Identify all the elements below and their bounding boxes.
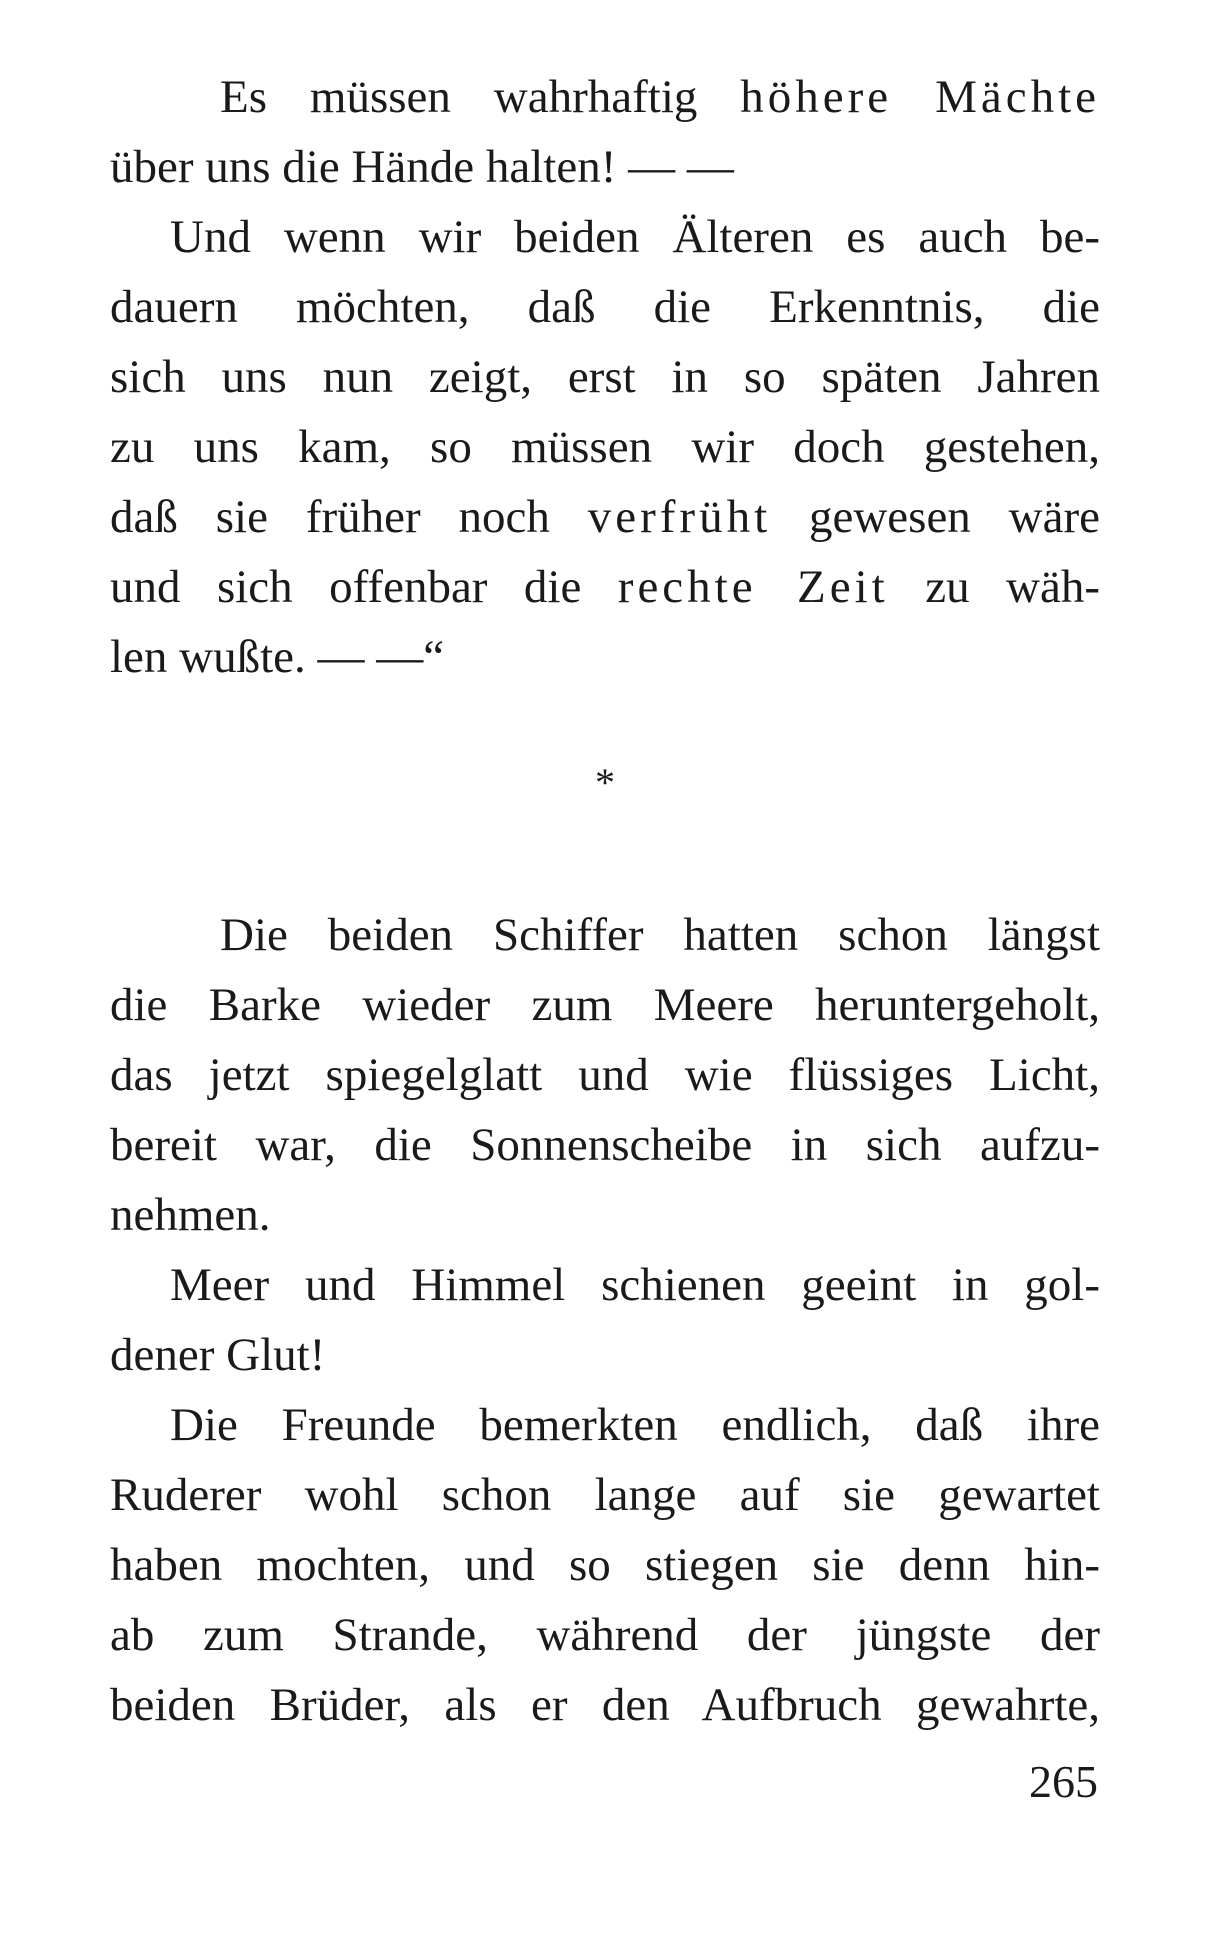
- text-line: [110, 1110, 1100, 1180]
- text-line: [110, 1600, 1100, 1670]
- text-line: [110, 132, 1100, 202]
- text-run: Es müssen wahrhaftig: [220, 71, 741, 123]
- text-line: [110, 62, 1100, 132]
- text-line: [110, 342, 1100, 412]
- text-run: und sich offenbar die: [110, 561, 618, 613]
- text-run: beiden Brüder, als er den Aufbruch gewahrte,: [110, 1679, 1100, 1731]
- text-run: dauern möchten, daß die Erkenntnis, die: [110, 281, 1100, 333]
- spaced-emphasis: Mächte: [935, 71, 1100, 123]
- text-line: [110, 552, 1100, 622]
- text-line: [110, 1460, 1100, 1530]
- text-run: Meer und Himmel schienen geeint in gol-: [170, 1259, 1100, 1311]
- page-body: [110, 62, 1100, 1740]
- text-run: nehmen.: [110, 1189, 271, 1241]
- text-run: sich uns nun zeigt, erst in so späten Jahren: [110, 351, 1100, 403]
- text-run: Die Freunde bemerkten endlich, daß ihre: [170, 1399, 1100, 1451]
- text-run: ab zum Strande, während der jüngste der: [110, 1609, 1100, 1661]
- text-line: [110, 482, 1100, 552]
- text-line: [110, 1530, 1100, 1600]
- text-run: die Barke wieder zum Meere heruntergeholt,: [110, 979, 1100, 1031]
- text-run: über uns die Hände halten! — —: [110, 141, 734, 193]
- text-run: len wußte. — —“: [110, 631, 445, 683]
- text-run: Ruderer wohl schon lange auf sie gewartet: [110, 1469, 1100, 1521]
- spaced-emphasis: rechte Zeit: [617, 561, 889, 613]
- text-run: zu uns kam, so müssen wir doch gestehen,: [110, 421, 1100, 473]
- text-line: [110, 272, 1100, 342]
- text-run: haben mochten, und so stiegen sie denn hin-: [110, 1539, 1100, 1591]
- text-run: das jetzt spiegelglatt und wie flüssiges Licht,: [110, 1049, 1100, 1101]
- text-run: gewesen wäre: [771, 491, 1100, 543]
- section-separator: *: [595, 760, 615, 805]
- spacer: [110, 818, 1100, 900]
- text-run: dener Glut!: [110, 1329, 326, 1381]
- page-number: 265: [1029, 1756, 1098, 1807]
- text-line: [110, 1040, 1100, 1110]
- text-line: [110, 1670, 1100, 1740]
- text-line: [110, 1180, 1100, 1250]
- text-run: Und wenn wir beiden Älteren es auch be-: [170, 211, 1100, 263]
- text-line: [110, 202, 1100, 272]
- text-run: [892, 71, 935, 123]
- text-run: daß sie früher noch: [110, 491, 588, 543]
- text-line: [110, 1320, 1100, 1390]
- spaced-emphasis: höhere: [740, 71, 893, 123]
- text-line: [110, 1390, 1100, 1460]
- text-line: [110, 970, 1100, 1040]
- text-run: bereit war, die Sonnenscheibe in sich aufzu-: [110, 1119, 1100, 1171]
- text-run: zu wäh-: [888, 561, 1100, 613]
- text-line: [110, 622, 1100, 692]
- spaced-emphasis: verfrüht: [587, 491, 772, 543]
- text-line: [110, 900, 1100, 970]
- text-line: [110, 1250, 1100, 1320]
- text-run: Die beiden Schiffer hatten schon längst: [220, 909, 1100, 961]
- text-line: [110, 412, 1100, 482]
- spacer: [110, 692, 1100, 748]
